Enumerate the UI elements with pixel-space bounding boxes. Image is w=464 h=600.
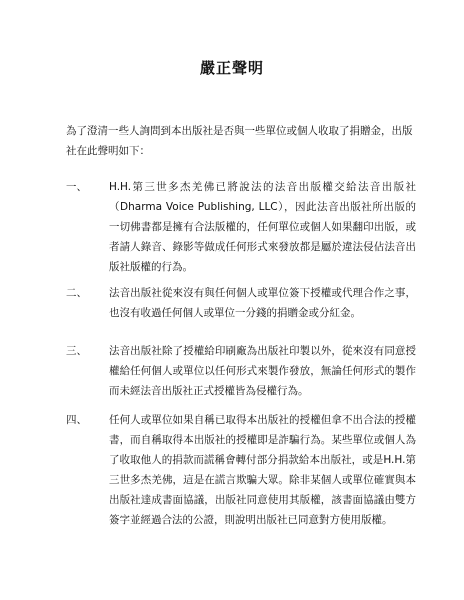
intro-paragraph: 為了澄清一些人詢問到本出版社是否與一些單位或個人收取了捐贈金，出版社在此聲明如下： (66, 125, 413, 157)
clause-text: 法音出版社從來沒有與任何個人或單位簽下授權或代理合作之事，也沒有收過任何個人或單位一分錢的捐贈金或分紅金。 (109, 287, 416, 319)
clause-4 (66, 410, 416, 530)
clause-number: 二、 (66, 287, 87, 299)
clause-text: H.H.第三世多杰羌佛已將說法的法音出版權交給法音出版社（Dharma Voice Publishing, LLC），因此法音出版社所出版的一切佛書都是擁有合法版權的，任何單位或個人如果翻印出版，或者請人錄音、錄影等做成任何形式來發放都是屬於違法侵佔法音出版社版權的行為。 (109, 181, 416, 273)
clause-1 (66, 177, 416, 277)
clause-number: 三、 (66, 345, 87, 357)
page-title: 嚴正聲明 (199, 59, 264, 77)
clause-number: 一、 (66, 181, 87, 193)
clause-3 (66, 341, 416, 401)
clause-text: 法音出版社除了授權給印刷廠為出版社印製以外，從來沒有同意授權給任何個人或單位以任何形式來製作發放，無論任何形式的製作而未經法音出版社正式授權皆為侵權行為。 (109, 345, 416, 397)
clause-text: 任何人或單位如果自稱已取得本出版社的授權但拿不出合法的授權書，而自稱取得本出版社的授權即是詐騙行為。某些單位或個人為了收取他人的捐款而謊稱會轉付部分捐款給本出版社，或是H.H.第三世多杰羌佛，這是在謊言欺騙大眾。除非某個人或單位確實與本出版社達成書面協議，出版社同意使用其版權，該書面協議由雙方簽字並經過合法的公證，則說明出版社已同意對方使用版權。 (109, 414, 416, 526)
clause-number: 四、 (66, 414, 87, 426)
clause-2 (66, 283, 416, 323)
